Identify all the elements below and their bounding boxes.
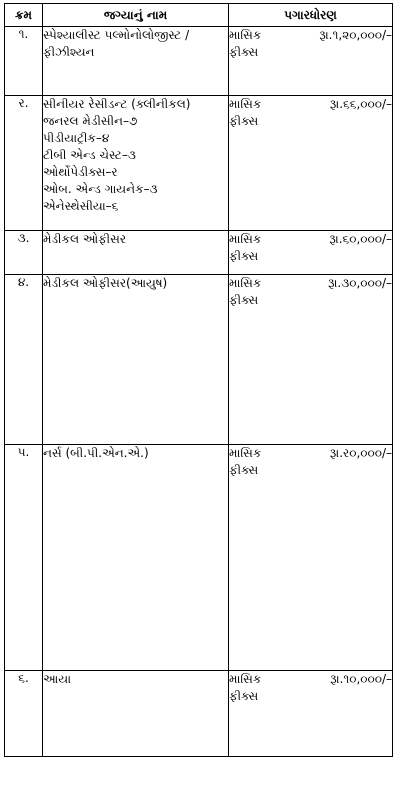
serial-no-cell: ૩. (5, 231, 43, 275)
header-pay-scale: પગારધોરણ (229, 4, 393, 27)
pay-type: માસિક (229, 232, 262, 246)
pay-scale-cell (229, 275, 393, 445)
pay-amount: રૂા.૧,૨૦,૦૦૦/– (319, 28, 392, 42)
posts-table (4, 3, 393, 757)
pay-scale-cell (229, 445, 393, 671)
post-name-line: સીનીયર રેસીડન્ટ (ક્લીનીકલ) (43, 97, 191, 111)
post-name-cell (43, 275, 229, 445)
serial-no-cell: ૧. (5, 27, 43, 96)
pay-scale-cell (229, 96, 393, 231)
pay-type: માસિક (229, 446, 262, 460)
table-row (5, 275, 393, 445)
post-name-line: નર્સ (બી.પી.એન.એ.) (43, 446, 149, 460)
pay-amount: રૂા.૧૦,૦૦૦/– (330, 672, 392, 686)
pay-scale-cell (229, 231, 393, 275)
pay-type: માસિક (229, 97, 262, 111)
post-name-line: ટીબી એન્ડ ચેસ્ટ–૩ (43, 148, 136, 162)
post-name-cell (43, 27, 229, 96)
pay-scale-cell (229, 671, 393, 757)
serial-no-cell: પ. (5, 445, 43, 671)
header-serial-no: ક્રમ (5, 4, 43, 27)
post-name-line: ઓબ. એન્ડ ગાયનેક–૩ (43, 182, 158, 196)
pay-basis: ફીક્સ (229, 689, 259, 703)
post-name-cell (43, 671, 229, 757)
serial-no-cell: ૬. (5, 671, 43, 757)
pay-scale-cell (229, 27, 393, 96)
post-name-cell (43, 231, 229, 275)
post-name-line: પીડીયાટ્રીક–૪ (43, 131, 110, 145)
pay-type: માસિક (229, 276, 262, 290)
post-name-line: ઓર્થોપેડીક્સ–ર (43, 165, 118, 179)
post-name-line: સ્પેશ્યાલીસ્ટ પલ્મોનોલોજીસ્ટ / (43, 28, 190, 42)
pay-basis: ફીક્સ (229, 114, 259, 128)
table-row (5, 27, 393, 96)
pay-amount: રૂા.ર૦,૦૦૦/– (329, 446, 392, 460)
pay-type: માસિક (229, 28, 262, 42)
post-name-line: આયા (43, 672, 72, 686)
table-row (5, 231, 393, 275)
pay-basis: ફીક્સ (229, 45, 259, 59)
post-name-line: એનેસ્થેસીયા–૬ (43, 199, 119, 213)
pay-amount: રૂા.૬૦,૦૦૦/– (329, 232, 392, 246)
post-name-line: ફીઝીશ્યન (43, 45, 95, 59)
post-name-line: મેડીકલ ઓફીસર(આયુષ) (43, 276, 168, 290)
post-name-line: જનરલ મેડીસીન–૭ (43, 114, 138, 128)
post-name-cell (43, 96, 229, 231)
pay-type: માસિક (229, 672, 262, 686)
table-row (5, 445, 393, 671)
post-name-cell (43, 445, 229, 671)
pay-amount: રૂા.૩૦,૦૦૦/– (328, 276, 392, 290)
table-row (5, 96, 393, 231)
table-row (5, 671, 393, 757)
serial-no-cell: ર. (5, 96, 43, 231)
header-post-name: જગ્યાનું નામ (43, 4, 229, 27)
pay-amount: રૂા.૬૬,૦૦૦/– (329, 97, 392, 111)
post-name-line: મેડીકલ ઓફીસર (43, 232, 127, 246)
pay-basis: ફીક્સ (229, 463, 259, 477)
pay-basis: ફીક્સ (229, 293, 259, 307)
serial-no-cell: ૪. (5, 275, 43, 445)
table-header-row (5, 4, 393, 27)
pay-basis: ફીક્સ (229, 249, 259, 263)
